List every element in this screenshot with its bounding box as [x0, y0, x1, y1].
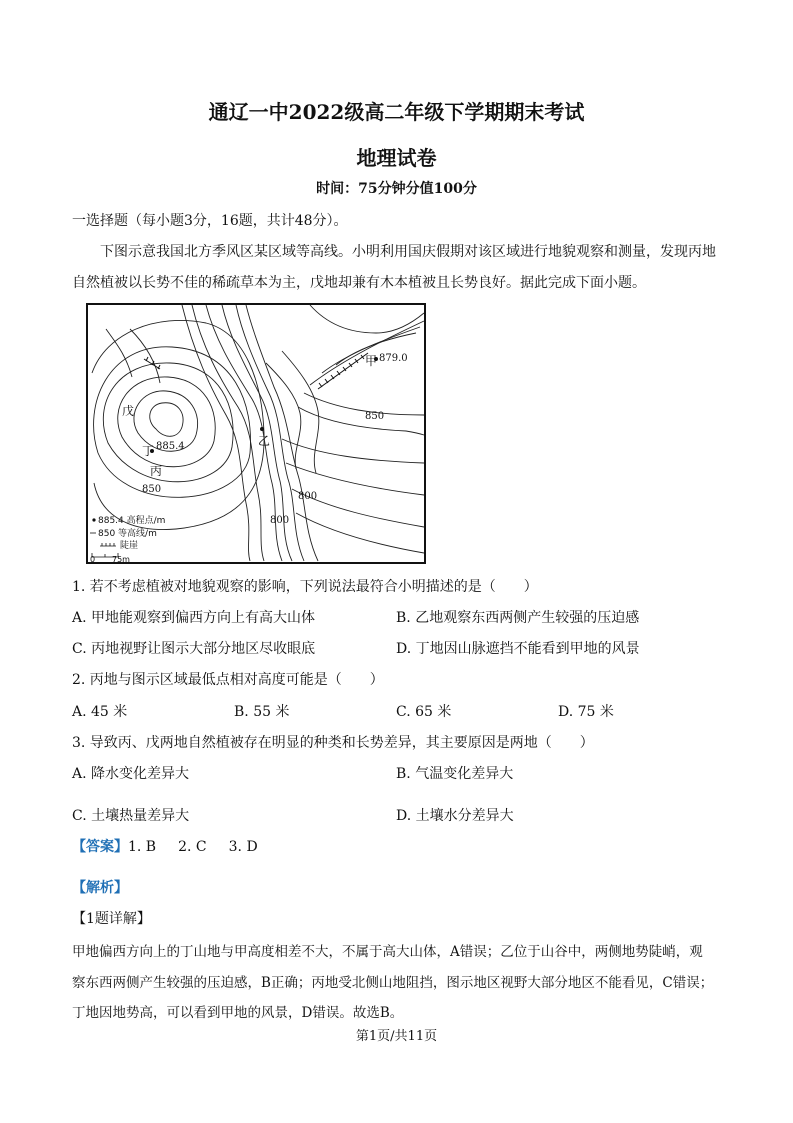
answer-3: 3. D	[228, 839, 258, 855]
exam-title: 通辽一中2022级高二年级下学期期末考试	[208, 100, 585, 124]
intro-line-2: 自然植被以长势不佳的稀疏草本为主，戊地却兼有木本植被且长势良好。据此完成下面小题。	[72, 275, 646, 291]
page-footer: 第1页/共11页	[355, 1029, 438, 1044]
label-800-b: 800	[270, 515, 290, 526]
contour-map-figure	[86, 303, 426, 564]
question-2-option-d[interactable]: D. 75 米	[558, 704, 614, 720]
question-1-option-c[interactable]: C. 丙地视野让图示大部分地区尽收眼底	[72, 641, 316, 657]
answer-1: 1. B	[128, 839, 157, 855]
question-1-option-a[interactable]: A. 甲地能观察到偏西方向上有高大山体	[72, 610, 316, 626]
question-2-option-c[interactable]: C. 65 米	[396, 704, 452, 720]
legend-scale-zero: 0	[90, 555, 96, 564]
label-yi: 乙	[258, 434, 271, 448]
label-850-right: 850	[365, 411, 385, 422]
legend-point: 885.4 高程点/m	[98, 516, 166, 526]
question-2-option-a[interactable]: A. 45 米	[72, 704, 128, 720]
question-3-option-d[interactable]: D. 土壤水分差异大	[396, 808, 514, 824]
label-ding-elev: 885.4	[156, 441, 185, 452]
point-yi	[260, 427, 264, 431]
question-3-option-a[interactable]: A. 降水变化差异大	[72, 766, 190, 782]
q1-detail-label: 【1题详解】	[72, 911, 151, 927]
answer-line	[72, 836, 258, 856]
question-2-stem: 2. 丙地与图示区域最低点相对高度可能是（ ）	[72, 672, 384, 688]
label-wu: 戊	[122, 404, 135, 418]
legend-contour: 850 等高线/m	[98, 529, 157, 539]
section-heading: 一选择题（每小题3分，16题，共计48分）。	[72, 213, 348, 229]
label-850-left: 850	[142, 484, 162, 495]
intro-line-1: 下图示意我国北方季风区某区域等高线。小明利用国庆假期对该区域进行地貌观察和测量，发现丙地	[100, 244, 716, 260]
question-3-option-b[interactable]: B. 气温变化差异大	[396, 766, 514, 782]
answer-2: 2. C	[178, 839, 207, 855]
legend-scale-length: 75m	[112, 555, 130, 564]
question-1-option-b[interactable]: B. 乙地观察东西两侧产生较强的压迫感	[396, 610, 640, 626]
contour-map	[86, 303, 426, 564]
question-3-stem: 3. 导致丙、戊两地自然植被存在明显的种类和长势差异，其主要原因是两地（ ）	[72, 735, 594, 751]
question-1-stem: 1. 若不考虑植被对地貌观察的影响，下列说法最符合小明描述的是（ ）	[72, 579, 538, 595]
label-bing: 丙	[150, 464, 163, 478]
question-1-option-d[interactable]: D. 丁地因山脉遮挡不能看到甲地的风景	[396, 641, 640, 657]
answer-label: 【答案】	[72, 839, 128, 855]
question-2-option-b[interactable]: B. 55 米	[234, 704, 290, 720]
label-800-a: 800	[298, 491, 318, 502]
q1-detail-line-1: 甲地偏西方向上的丁山地与甲高度相差不大，不属于高大山体，A错误；乙位于山谷中，两侧地势陡峭，观	[72, 944, 703, 960]
label-jia-elev: 879.0	[379, 353, 408, 364]
legend-cliff: 陡崖	[120, 541, 139, 551]
subject-title: 地理试卷	[356, 146, 437, 170]
label-ding: 丁	[142, 444, 155, 458]
analysis-label: 【解析】	[72, 880, 128, 896]
q1-detail-line-2: 察东西两侧产生较强的压迫感，B正确；丙地受北侧山地阻挡，图示地区视野大部分地区不能看见，C错误；	[72, 975, 714, 991]
label-jia: 甲	[365, 354, 378, 368]
q1-detail-line-3: 丁地因地势高，可以看到甲地的风景，D错误。故选B。	[72, 1005, 404, 1021]
time-info: 时间：75分钟分值100分	[316, 181, 477, 197]
question-3-option-c[interactable]: C. 土壤热量差异大	[72, 808, 190, 824]
